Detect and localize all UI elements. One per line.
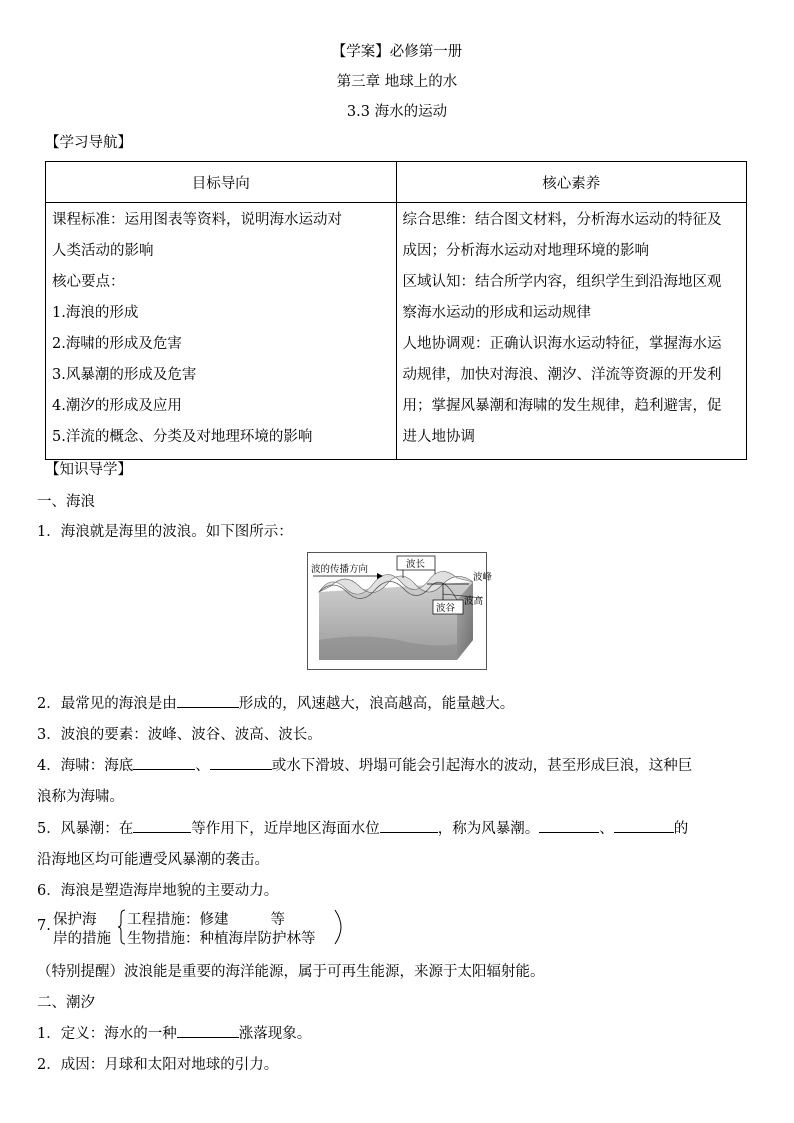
wave-diagram — [307, 552, 493, 670]
item-1: 1．海浪就是海里的波浪。如下图所示： — [37, 524, 293, 540]
item-5-text-c: ，称为风暴潮。 — [437, 821, 540, 837]
item-2-text-a: 2．最常见的海浪是由 — [37, 696, 177, 712]
item-5-text-a: 5．风暴潮：在 — [37, 821, 134, 837]
item-6: 6．海浪是塑造海岸地貌的主要动力。 — [37, 883, 279, 899]
learning-guide-table — [45, 161, 747, 460]
item-7-biological: 生物措施：种植海岸防护林等 — [127, 931, 316, 947]
literacy-line: 综合思维：结合图文材料，分析海水运动的特征及 — [402, 212, 722, 228]
item-5 — [37, 817, 688, 838]
section-title-tides: 二、潮汐 — [37, 995, 95, 1011]
tides-item-1-text-a: 1．定义：海水的一种 — [37, 1026, 177, 1042]
goal-line: 1.海浪的形成 — [52, 305, 139, 321]
fill-blank[interactable] — [380, 818, 438, 833]
goal-line: 5.洋流的概念、分类及对地理环境的影响 — [52, 429, 313, 445]
tides-item-2: 2．成因：月球和太阳对地球的引力。 — [37, 1057, 279, 1073]
table-header-goal: 目标导向 — [46, 162, 397, 203]
goal-line: 课程标准：运用图表等资料，说明海水运动对 — [52, 212, 342, 228]
section-title-waves: 一、海浪 — [37, 494, 95, 510]
table-header-literacy: 核心素养 — [396, 162, 747, 203]
item-7-label-1: 保护海 — [53, 912, 97, 928]
fill-blank[interactable] — [539, 818, 599, 833]
item-3: 3．波浪的要素：波峰、波谷、波高、波长。 — [37, 727, 322, 743]
special-tip: （特别提醒）波浪能是重要的海洋能源，属于可再生能源，来源于太阳辐射能。 — [37, 964, 545, 980]
fill-blank[interactable] — [210, 755, 272, 770]
item-7-label-2: 岸的措施 — [53, 931, 111, 947]
item-2-text-b: 形成的，风速越大，浪高越高，能量越大。 — [238, 696, 515, 712]
item-5-text-e: 的 — [673, 821, 689, 837]
item-4-cont: 浪称为海啸。 — [37, 789, 124, 805]
fill-blank[interactable] — [614, 818, 674, 833]
item-2 — [37, 692, 514, 713]
goal-line: 3.风暴潮的形成及危害 — [52, 367, 197, 383]
wave-diagram-svg — [307, 552, 493, 670]
doc-title-line1: 【学案】必修第一册 — [331, 44, 463, 60]
knowledge-heading: 【知识导学】 — [45, 462, 132, 478]
item-5-cont: 沿海地区均可能遭受风暴潮的袭击。 — [37, 852, 269, 868]
fill-blank[interactable] — [177, 1023, 239, 1038]
crest-label: 波峰 — [473, 572, 493, 583]
fill-blank[interactable] — [133, 818, 191, 833]
goal-line: 人类活动的影响 — [52, 243, 154, 259]
trough-label: 波谷 — [436, 603, 456, 614]
goal-line: 2.海啸的形成及危害 — [52, 336, 182, 352]
item-4 — [37, 754, 692, 775]
literacy-line: 进人地协调 — [402, 429, 475, 445]
doc-title-chapter: 第三章 地球上的水 — [336, 74, 458, 90]
item-5-text-d: 、 — [599, 821, 614, 837]
height-label: 波高 — [463, 596, 483, 607]
item-5-text-b: 等作用下，近岸地区海面水位 — [191, 821, 380, 837]
goal-line: 核心要点： — [52, 274, 125, 290]
right-paren-icon — [334, 909, 342, 945]
fill-blank[interactable] — [133, 755, 195, 770]
tides-item-1 — [37, 1022, 311, 1043]
item-4-text-c: 或水下滑坡、坍塌可能会引起海水的波动，甚至形成巨浪，这种巨 — [271, 758, 693, 774]
item-7-number: 7. — [37, 918, 51, 934]
literacy-line: 人地协调观：正确认识海水运动特征，掌握海水运 — [402, 336, 722, 352]
left-brace-icon — [117, 909, 127, 945]
engineering-text-b: 等 — [270, 912, 285, 928]
item-7-engineering — [127, 908, 285, 929]
item-4-text-b: 、 — [195, 758, 210, 774]
wavelength-label: 波长 — [406, 559, 426, 570]
literacy-line: 动规律，加快对海浪、潮汐、洋流等资源的开发利 — [402, 367, 722, 383]
literacy-line: 成因；分析海水运动对地理环境的影响 — [402, 243, 649, 259]
table-cell-goal — [46, 203, 397, 460]
tides-item-1-text-b: 涨落现象。 — [238, 1026, 312, 1042]
direction-label: 波的传播方向 — [311, 564, 369, 575]
nav-heading: 【学习导航】 — [45, 135, 132, 151]
doc-title-section: 3.3 海水的运动 — [346, 104, 448, 120]
fill-blank[interactable] — [177, 693, 239, 708]
literacy-line: 区域认知：结合所学内容，组织学生到沿海地区观 — [402, 274, 722, 290]
goal-line: 4.潮汐的形成及应用 — [52, 398, 182, 414]
literacy-line: 用；掌握风暴潮和海啸的发生规律，趋利避害，促 — [402, 398, 722, 414]
item-4-text-a: 4．海啸：海底 — [37, 758, 134, 774]
table-cell-literacy — [396, 203, 747, 460]
engineering-text-a: 工程措施：修建 — [127, 912, 229, 928]
literacy-line: 察海水运动的形成和运动规律 — [402, 305, 591, 321]
